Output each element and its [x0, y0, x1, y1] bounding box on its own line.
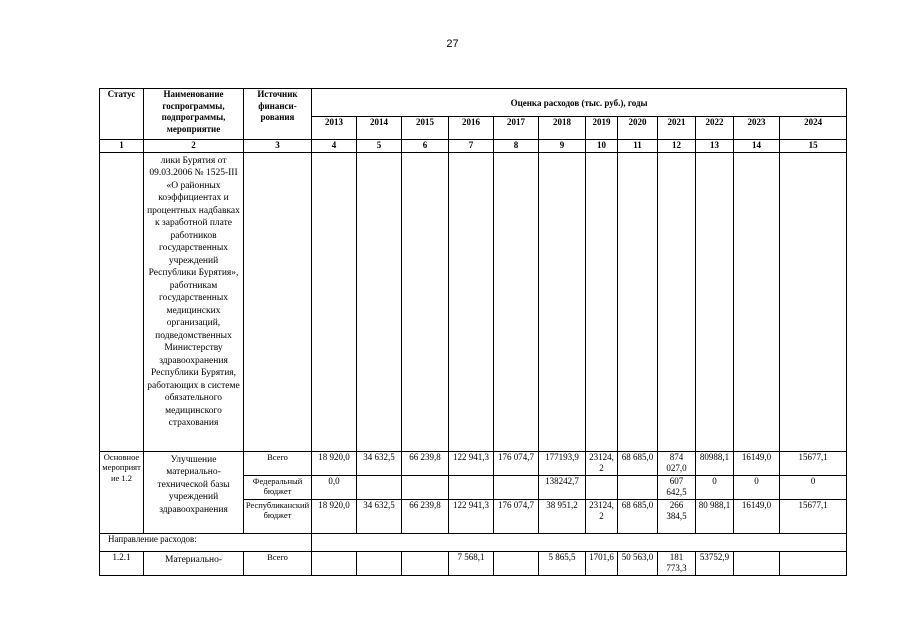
value-cell: 122 941,3	[449, 451, 494, 475]
funding-source: Республиканский бюджет	[244, 499, 312, 533]
column-number: 2	[144, 140, 244, 153]
funding-source: Федеральный бюджет	[244, 475, 312, 499]
value-cell	[494, 551, 539, 575]
value-cell	[586, 475, 618, 499]
value-cell	[402, 551, 449, 575]
empty-cell	[449, 152, 494, 451]
empty-cell	[402, 152, 449, 451]
year-header: 2019	[586, 117, 618, 140]
value-cell: 0	[734, 475, 780, 499]
value-cell: 16149,0	[734, 451, 780, 475]
value-cell: 68 685,0	[618, 499, 658, 533]
value-cell: 23124,2	[586, 499, 618, 533]
column-numbers-row	[100, 140, 847, 153]
year-header: 2024	[780, 117, 847, 140]
empty-cell	[734, 152, 780, 451]
value-cell	[494, 475, 539, 499]
value-cell: 68 685,0	[618, 451, 658, 475]
year-header: 2018	[539, 117, 586, 140]
value-cell	[780, 551, 847, 575]
value-cell: 177193,9	[539, 451, 586, 475]
year-header: 2022	[696, 117, 734, 140]
empty-cell	[586, 152, 618, 451]
column-number: 8	[494, 140, 539, 153]
value-cell: 16149,0	[734, 499, 780, 533]
year-header: 2020	[618, 117, 658, 140]
value-cell: 176 074,7	[494, 451, 539, 475]
value-cell: 176 074,7	[494, 499, 539, 533]
row-status: 1.2.1	[100, 551, 144, 575]
continuation-row	[100, 152, 847, 451]
measure-name: Улучшение материально-технической базы учреждений здравоохранения	[144, 451, 244, 533]
header-status: Статус	[100, 89, 144, 140]
value-cell: 122 941,3	[449, 499, 494, 533]
value-cell	[734, 551, 780, 575]
year-header: 2016	[449, 117, 494, 140]
table-row	[100, 451, 847, 475]
value-cell: 53752,9	[696, 551, 734, 575]
value-cell: 5 865,5	[539, 551, 586, 575]
value-cell	[618, 475, 658, 499]
column-number: 5	[357, 140, 402, 153]
column-number: 6	[402, 140, 449, 153]
value-cell	[357, 475, 402, 499]
empty-cell	[696, 152, 734, 451]
value-cell: 266 384,5	[658, 499, 696, 533]
continuation-text: лики Бурятия от 09.03.2006 № 1525-III «О районных коэффициентах и процентных надбавках к заработной плате работников государственных учреждений Республики Бурятия», работникам государственных медицинских организаций, подведомственных Министерству здравоохранения Республики Бурятия, работающих в системе обязательного медицинского страхования	[144, 152, 244, 451]
column-number: 12	[658, 140, 696, 153]
column-number: 10	[586, 140, 618, 153]
value-cell: 0	[780, 475, 847, 499]
empty-cell	[494, 152, 539, 451]
year-header: 2023	[734, 117, 780, 140]
value-cell: 7 568,1	[449, 551, 494, 575]
budget-table	[99, 88, 847, 576]
header-source: Источник финанси-рования	[244, 89, 312, 140]
value-cell	[402, 475, 449, 499]
empty-cell	[539, 152, 586, 451]
column-number: 9	[539, 140, 586, 153]
value-cell: 0,0	[312, 475, 357, 499]
year-header: 2013	[312, 117, 357, 140]
header-row	[100, 89, 847, 117]
column-number: 15	[780, 140, 847, 153]
value-cell: 80 988,1	[696, 499, 734, 533]
empty-cell	[618, 152, 658, 451]
value-cell: 66 239,8	[402, 451, 449, 475]
value-cell: 1701,6	[586, 551, 618, 575]
column-number: 3	[244, 140, 312, 153]
value-cell: 66 239,8	[402, 499, 449, 533]
value-cell: 18 920,0	[312, 451, 357, 475]
funding-source: Всего	[244, 551, 312, 575]
value-cell: 15677,1	[780, 499, 847, 533]
value-cell: 50 563,0	[618, 551, 658, 575]
value-cell: 38 951,2	[539, 499, 586, 533]
value-cell	[357, 551, 402, 575]
year-header: 2014	[357, 117, 402, 140]
header-estimate: Оценка расходов (тыс. руб.), годы	[312, 89, 847, 117]
column-number: 11	[618, 140, 658, 153]
value-cell: 80988,1	[696, 451, 734, 475]
column-number: 13	[696, 140, 734, 153]
funding-source: Всего	[244, 451, 312, 475]
year-header: 2021	[658, 117, 696, 140]
value-cell: 181 773,3	[658, 551, 696, 575]
value-cell: 874 027,0	[658, 451, 696, 475]
value-cell: 23124,2	[586, 451, 618, 475]
column-number: 14	[734, 140, 780, 153]
row-name: Материально-	[144, 551, 244, 575]
value-cell: 138242,7	[539, 475, 586, 499]
value-cell: 15677,1	[780, 451, 847, 475]
value-cell: 34 632,5	[357, 499, 402, 533]
column-number: 1	[100, 140, 144, 153]
year-header: 2015	[402, 117, 449, 140]
value-cell: 34 632,5	[357, 451, 402, 475]
measure-status: Основное мероприятие 1.2	[100, 451, 144, 533]
direction-label: Направление расходов:	[100, 533, 312, 551]
value-cell	[312, 551, 357, 575]
column-number: 4	[312, 140, 357, 153]
year-header: 2017	[494, 117, 539, 140]
empty-cell	[312, 152, 357, 451]
value-cell	[449, 475, 494, 499]
page-number: 27	[446, 38, 459, 50]
empty-cell	[244, 152, 312, 451]
value-cell: 18 920,0	[312, 499, 357, 533]
value-cell: 607 642,5	[658, 475, 696, 499]
empty-cell	[780, 152, 847, 451]
empty-cell	[658, 152, 696, 451]
value-cell: 0	[696, 475, 734, 499]
column-number: 7	[449, 140, 494, 153]
table-row	[100, 551, 847, 575]
empty-cell	[357, 152, 402, 451]
header-name: Наименование госпрограммы, подпрограммы, мероприятие	[144, 89, 244, 140]
direction-row	[100, 533, 847, 551]
